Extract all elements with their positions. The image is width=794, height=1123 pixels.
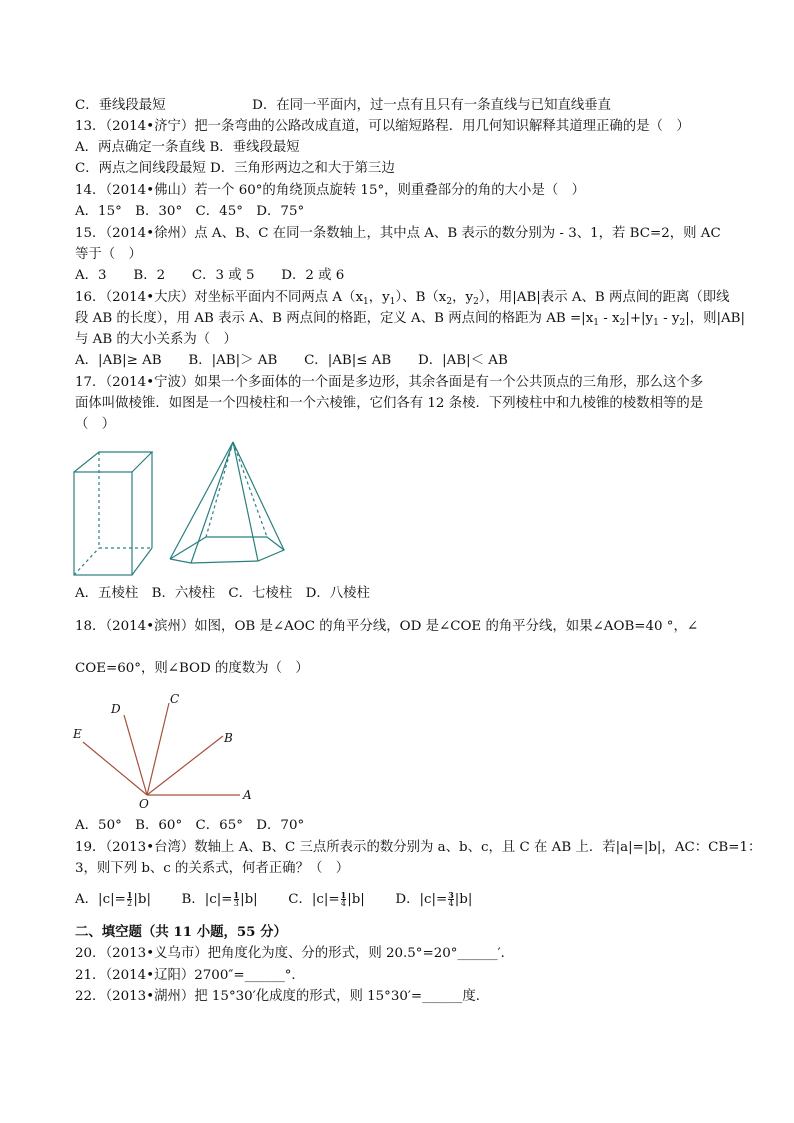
section-heading-fill-in: 二、填空题（共 11 小题，55 分） [75,924,287,940]
q13-stem: 13．（2014•济宁）把一条弯曲的公路改成直道，可以缩短路程．用几何知识解释其道理正确的是（ ） [75,119,690,134]
q16-stem-line2: 段 AB 的长度），用 AB 表示 A、B 两点间的格距，定义 A、B 两点间的格距为 AB $=|x_1 - x_2|+|y_1 - y_2|$，则|AB| [75,311,746,328]
q19-option-c: C．|c|= $\frac{1}{4}$ |b| [288,890,365,908]
q18-figure [66,686,266,814]
q14-stem: 14．（2014•佛山）若一个 60°的角绕顶点旋转 15°，则重叠部分的角的大小是（ ） [75,183,586,198]
hexagonal-pyramid [170,442,284,563]
q22-stem: 22．（2013•湖州）把 15°30′化成度的形式，则 15°30′=______度． [75,989,490,1004]
q19-option-a: A．|c|= $\frac{1}{2}$ |b| [75,890,151,908]
q21-stem: 21．（2014•辽阳）2700″=______°． [75,968,305,983]
q19-options [75,891,472,908]
ray-oe [83,742,147,795]
q19-stem-line2: 3，则下列 b、c 的关系式，何者正确？（ ） [75,861,350,876]
q15-stem-line2: 等于（ ） [75,247,142,262]
q18-stem-line1: 18．（2014•滨州）如图，OB 是∠AOC 的角平分线，OD 是∠COE 的角平分线，如果∠AOB=40 °，∠ [75,619,699,634]
prism-hidden-diagonal [74,548,99,575]
q17-stem-line1: 17．（2014•宁波）如果一个多面体的一个面是多边形，其余各面是有一个公共顶点的三角形，那么这个多 [75,375,704,390]
q16-options: A．|AB|≥ AB B．|AB|＞ AB C．|AB|≤ AB D．|AB|＜ AB [75,353,508,368]
ray-od [124,715,147,795]
q15-options: A．3 B．2 C．3 或 5 D．2 或 6 [75,268,345,283]
q18-stem-line2: COE=60°，则∠BOD 的度数为（ ） [75,661,309,676]
q17-figure [66,436,296,582]
q13-options-ab: A．两点确定一条直线 B．垂线段最短 [75,140,300,155]
q12-option-c: C．垂线段最短 [75,98,166,113]
q16-stem-line1: 16．（2014•大庆）对坐标平面内不同两点 $A(x_1$，$y_1$）、$B(x_2$，$y_2$），用|AB|表示 A、B 两点间的距离（即线 [75,290,730,307]
label-o: O [139,797,149,811]
q19-option-b: B．|c|= $\frac{1}{3}$ |b| [181,890,258,908]
prism-bottom-right-edge [132,548,152,575]
label-a: A [243,788,252,802]
q12-option-d: D．在同一平面内，过一点有且只有一条直线与已知直线垂直 [252,98,612,113]
prism-top-back [74,452,152,472]
q13-options-cd: C．两点之间线段最短 D．三角形两边之和大于第三边 [75,161,395,176]
q14-options: A．15° B．30° C．45° D．75° [75,204,305,219]
q17-options: A．五棱柱 B．六棱柱 C．七棱柱 D．八棱柱 [75,586,370,601]
q17-stem-line2: 面体叫做棱锥．如图是一个四棱柱和一个六棱锥，它们各有 12 条棱．下列棱柱中和九棱锥的棱数相等的是 [75,396,704,411]
q17-stem-line3: （ ） [75,417,116,432]
q15-stem-line1: 15．（2014•徐州）点 A、B、C 在同一条数轴上，其中点 A、B 表示的数分别为 - 3、1，若 BC=2，则 AC [75,226,721,241]
q20-stem: 20．（2013•义乌市）把角度化为度、分的形式，则 20.5°=20°______′． [75,946,515,961]
label-d: D [111,702,121,716]
q19-stem-line1: 19．（2013•台湾）数轴上 A、B、C 三点所表示的数分别为 a、b、c，且 C 在 AB 上．若|a|=|b|，AC：CB=1： [75,840,762,855]
q18-options: A．50° B．60° C．65° D．70° [75,818,305,833]
label-b: B [224,731,233,745]
q12-options [75,97,611,114]
q16-stem-line3: 与 AB 的大小关系为（ ） [75,332,237,347]
label-e: E [73,727,82,741]
prism-front-face [74,472,132,575]
label-c: C [170,692,180,706]
q19-option-d: D．|c|= $\frac{3}{4}$ |b| [395,890,473,908]
